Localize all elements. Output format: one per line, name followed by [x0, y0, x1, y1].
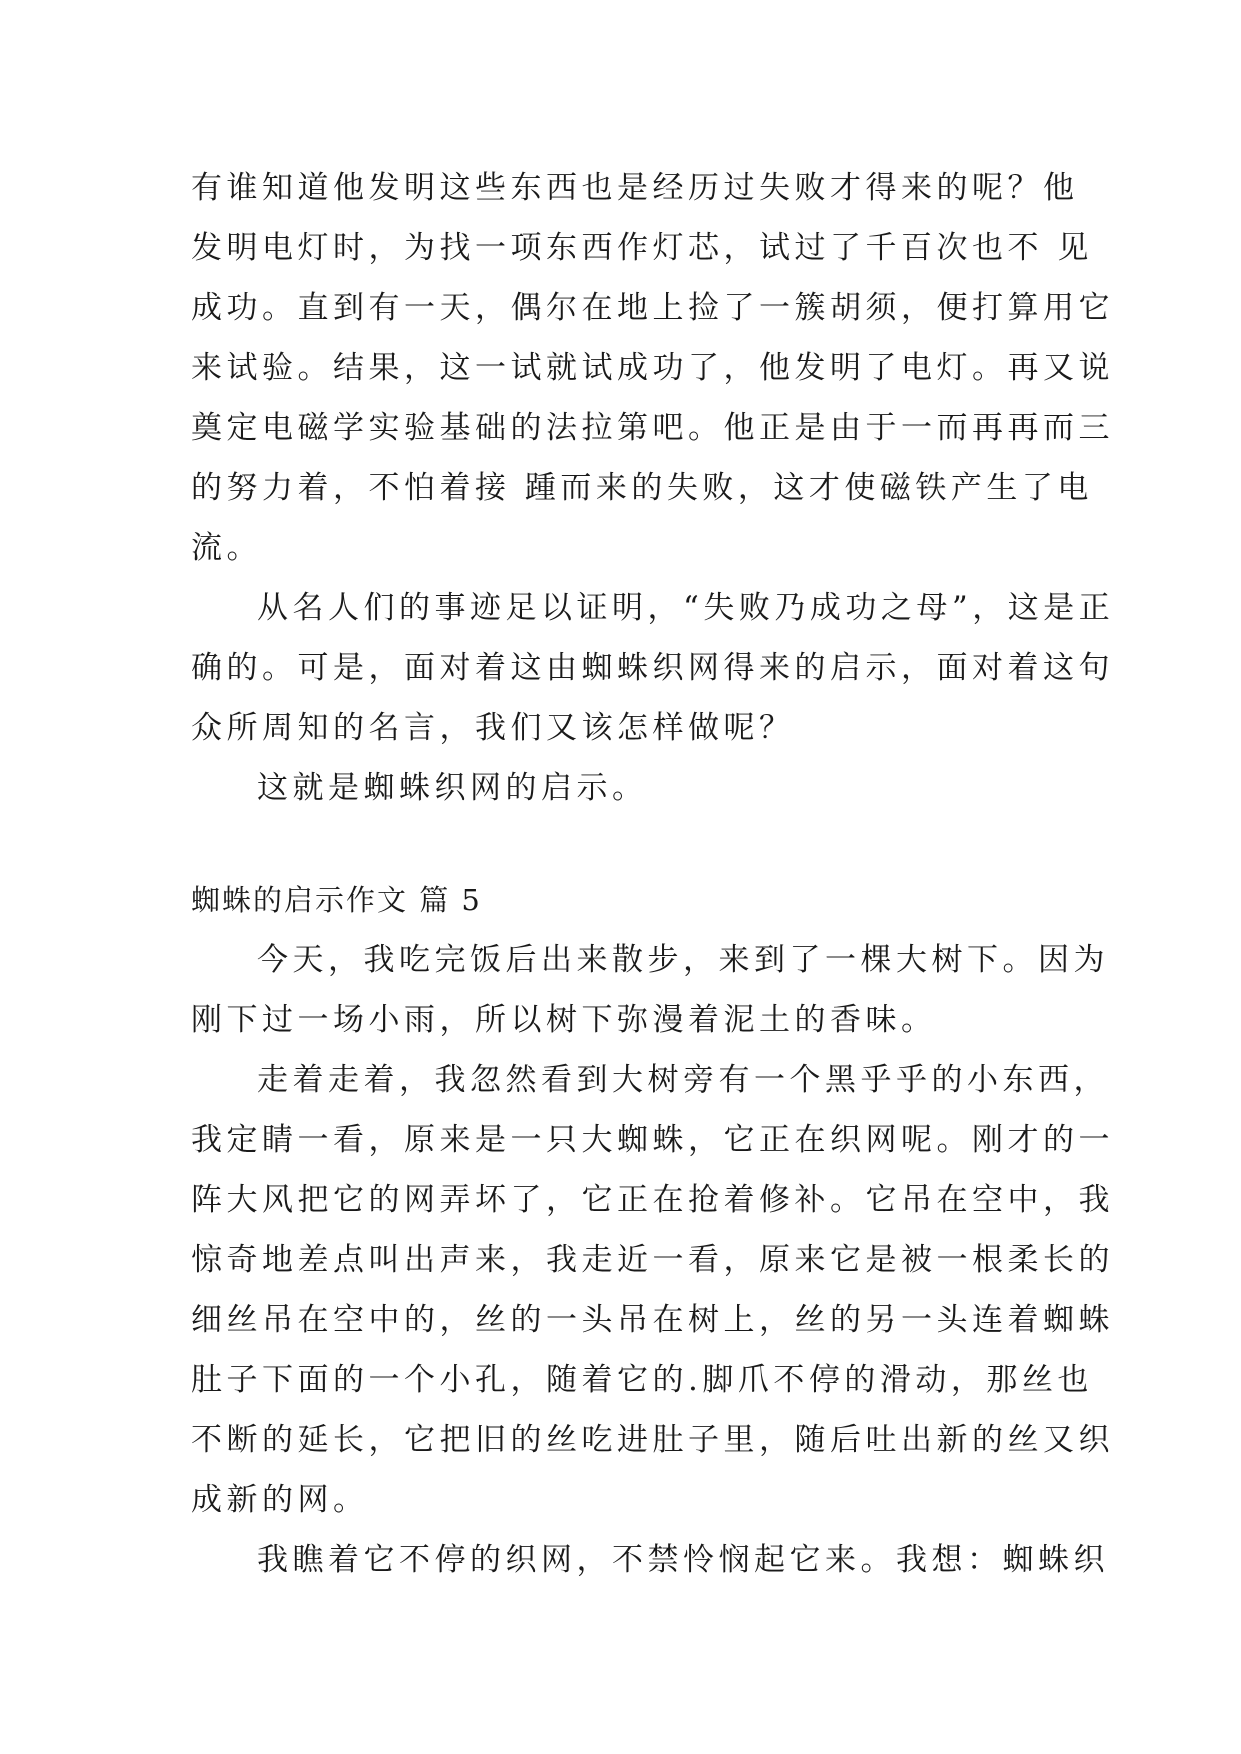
paragraph	[191, 758, 1051, 818]
paragraph	[191, 578, 1115, 758]
text-line: 奠定电磁学实验基础的法拉第吧。他正是由于一而再再而三	[191, 410, 1114, 446]
text-line: 不断的延长，它把旧的丝吃进肚子里，随后吐出新的丝又织	[191, 1422, 1114, 1458]
text-line: 肚子下面的一个小孔，随着它的.脚爪不停的滑动，那丝也	[191, 1362, 1093, 1398]
document-page	[191, 158, 1115, 1590]
text-line: 成功。直到有一天，偶尔在地上捡了一簇胡须，便打算用它	[191, 290, 1114, 326]
paragraph	[191, 158, 1114, 578]
text-line: 我瞧着它不停的织网，不禁怜悯起它来。我想：蜘蛛织	[257, 1542, 1109, 1578]
text-line: 这就是蜘蛛织网的启示。	[257, 770, 648, 806]
text-line: 成新的网。	[191, 1482, 369, 1518]
text-line: 刚下过一场小雨，所以树下弥漫着泥土的香味。	[191, 1002, 937, 1038]
text-line: 发明电灯时，为找一项东西作灯芯，试过了千百次也不 见	[191, 230, 1093, 266]
text-line: 众所周知的名言，我们又该怎样做呢？	[191, 710, 795, 746]
text-line: 走着走着，我忽然看到大树旁有一个黑乎乎的小东西，	[257, 1062, 1109, 1098]
section-heading: 蜘蛛的启示作文 篇 5	[191, 883, 482, 917]
paragraph	[191, 1050, 1114, 1530]
text-line: 阵大风把它的网弄坏了，它正在抢着修补。它吊在空中，我	[191, 1182, 1114, 1218]
text-line: 流。	[191, 530, 262, 566]
text-line: 今天，我吃完饭后出来散步，来到了一棵大树下。因为	[257, 942, 1109, 978]
paragraph	[191, 930, 1109, 1050]
text-line: 来试验。结果，这一试就试成功了，他发明了电灯。再又说	[191, 350, 1114, 386]
text-line: 的努力着，不怕着接 踵而来的失败，这才使磁铁产生了电	[191, 470, 1093, 506]
text-line: 确的。可是，面对着这由蜘蛛织网得来的启示，面对着这句	[191, 650, 1114, 686]
text-line: 细丝吊在空中的，丝的一头吊在树上，丝的另一头连着蜘蛛	[191, 1302, 1114, 1338]
text-line: 我定睛一看，原来是一只大蜘蛛，它正在织网呢。刚才的一	[191, 1122, 1114, 1158]
text-line: 从名人们的事迹足以证明，“失败乃成功之母”，这是正	[257, 590, 1115, 626]
text-line: 有谁知道他发明这些东西也是经历过失败才得来的呢？他	[191, 170, 1079, 206]
paragraph	[191, 1530, 1109, 1590]
text-line: 惊奇地差点叫出声来，我走近一看，原来它是被一根柔长的	[191, 1242, 1114, 1278]
